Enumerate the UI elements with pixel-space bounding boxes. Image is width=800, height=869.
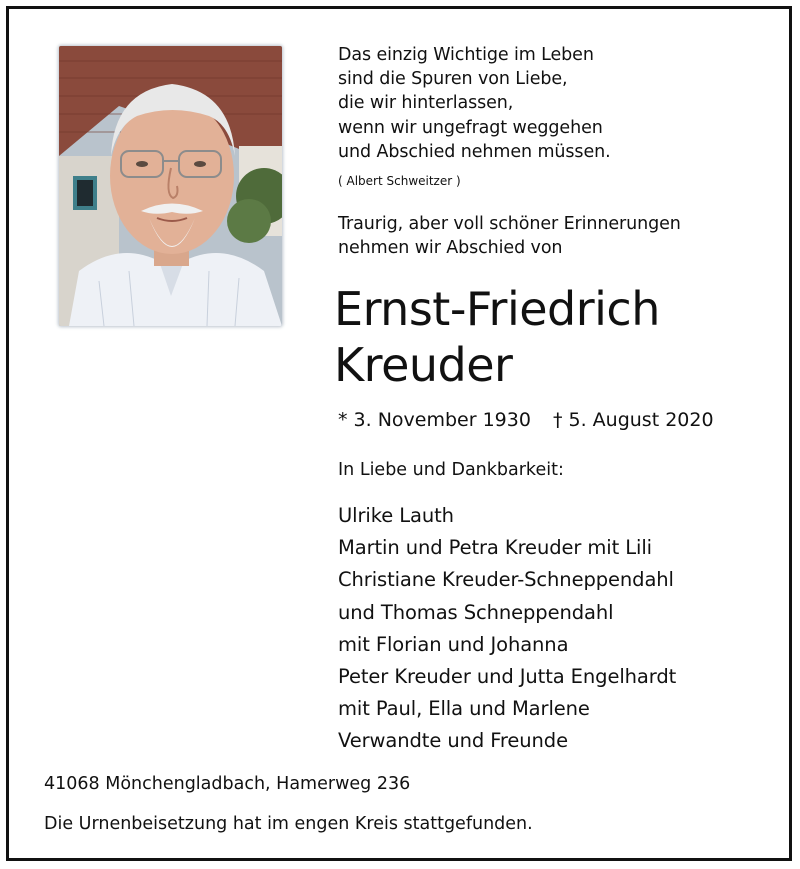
deceased-name <box>334 281 660 393</box>
quote-author: ( Albert Schweitzer ) <box>338 174 461 188</box>
burial-note: Die Urnenbeisetzung hat im engen Kreis stattgefunden. <box>44 814 533 834</box>
mourner-item: Christiane Kreuder-Schneppendahl <box>338 568 674 592</box>
quote-line: sind die Spuren von Liebe, <box>338 69 568 90</box>
portrait-image <box>59 46 282 326</box>
portrait-photo <box>59 46 282 326</box>
intro-line: nehmen wir Abschied von <box>338 238 563 258</box>
deceased-last-name: Kreuder <box>334 338 513 392</box>
mourner-item: Peter Kreuder und Jutta Engelhardt <box>338 665 677 689</box>
quote-line: die wir hinterlassen, <box>338 93 514 114</box>
gratitude-line: In Liebe und Dankbarkeit: <box>338 460 564 480</box>
mourner-item: mit Paul, Ella und Marlene <box>338 697 590 721</box>
quote-line: wenn wir ungefragt weggehen <box>338 117 603 138</box>
quote-line: Das einzig Wichtige im Leben <box>338 45 594 65</box>
death-date: † 5. August 2020 <box>552 409 714 431</box>
birth-date: * 3. November 1930 <box>338 409 531 431</box>
intro-text <box>338 212 681 260</box>
quote-block <box>338 43 611 164</box>
mourner-item: Martin und Petra Kreuder mit Lili <box>338 536 652 560</box>
life-dates <box>338 409 714 431</box>
mourner-item: und Thomas Schneppendahl <box>338 600 614 624</box>
mourner-item: mit Florian und Johanna <box>338 632 569 656</box>
quote-line: und Abschied nehmen müssen. <box>338 141 611 162</box>
family-address: 41068 Mönchengladbach, Hamerweg 236 <box>44 774 411 794</box>
mourner-item: Verwandte und Freunde <box>338 729 568 753</box>
deceased-first-name: Ernst-Friedrich <box>334 282 660 336</box>
intro-line: Traurig, aber voll schöner Erinnerungen <box>338 214 681 234</box>
mourner-item: Ulrike Lauth <box>338 504 454 527</box>
mourners-list <box>338 500 676 758</box>
